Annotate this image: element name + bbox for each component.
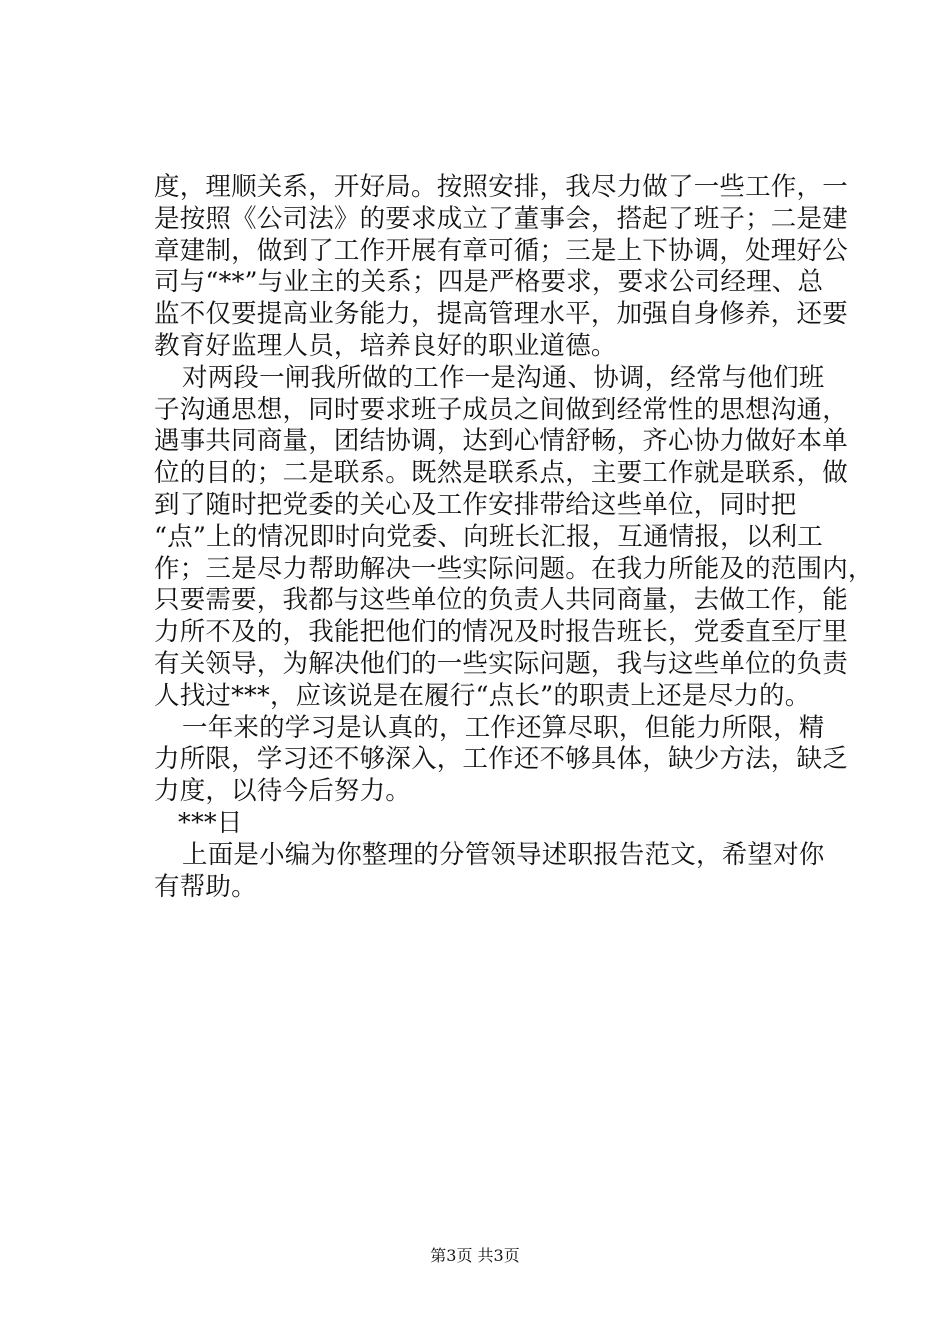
text-line: 力所限，学习还不够深入，工作还不够具体，缺少方法，缺乏 bbox=[154, 744, 848, 775]
paragraph-start-line: 一年来的学习是认真的，工作还算尽职，但能力所限，精 bbox=[182, 712, 825, 743]
text-line: 度，理顺关系，开好局。按照安排，我尽力做了一些工作，一 bbox=[154, 172, 848, 202]
text-line: 只要需要，我都与这些单位的负责人共同商量，去做工作，能 bbox=[154, 585, 848, 616]
date-line: ***日 bbox=[178, 807, 243, 838]
text-line: 章建制，做到了工作开展有章可循；三是上下协调，处理好公 bbox=[154, 235, 848, 266]
text-line: 有帮助。 bbox=[154, 871, 257, 902]
text-line: “点”上的情况即时向党委、向班长汇报，互通情报，以利工 bbox=[154, 521, 823, 552]
paragraph-start-line: 对两段一闸我所做的工作一是沟通、协调，经常与他们班 bbox=[182, 362, 825, 393]
document-body bbox=[154, 172, 874, 903]
text-line: 到了随时把党委的关心及工作安排带给这些单位，同时把 bbox=[154, 489, 797, 520]
text-line: 有关领导，为解决他们的一些实际问题，我与这些单位的负责 bbox=[154, 648, 848, 679]
text-line: 力所不及的，我能把他们的情况及时报告班长，党委直至厅里 bbox=[154, 617, 848, 648]
paragraph-start-line: 上面是小编为你整理的分管领导述职报告范文，希望对你 bbox=[182, 839, 825, 870]
text-line: 作；三是尽力帮助解决一些实际问题。在我力所能及的范围内， bbox=[154, 553, 874, 584]
text-line: 教育好监理人员，培养良好的职业道德。 bbox=[154, 330, 617, 361]
text-line: 子沟通思想，同时要求班子成员之间做到经常性的思想沟通， bbox=[154, 394, 848, 425]
text-line: 司与“**”与业主的关系；四是严格要求，要求公司经理、总 bbox=[154, 267, 824, 298]
text-line: 遇事共同商量，团结协调，达到心情舒畅，齐心协力做好本单 bbox=[154, 426, 848, 457]
text-line: 位的目的；二是联系。既然是联系点，主要工作就是联系，做 bbox=[154, 458, 848, 489]
text-line: 人找过***，应该说是在履行“点长”的职责上还是尽力的。 bbox=[154, 680, 811, 711]
text-line: 监不仅要提高业务能力，提高管理水平，加强自身修养，还要 bbox=[154, 299, 848, 330]
page-number-footer: 第3页 共3页 bbox=[430, 1246, 520, 1265]
text-line: 力度，以待今后努力。 bbox=[154, 776, 412, 807]
text-line: 是按照《公司法》的要求成立了董事会，搭起了班子；二是建 bbox=[154, 203, 848, 234]
